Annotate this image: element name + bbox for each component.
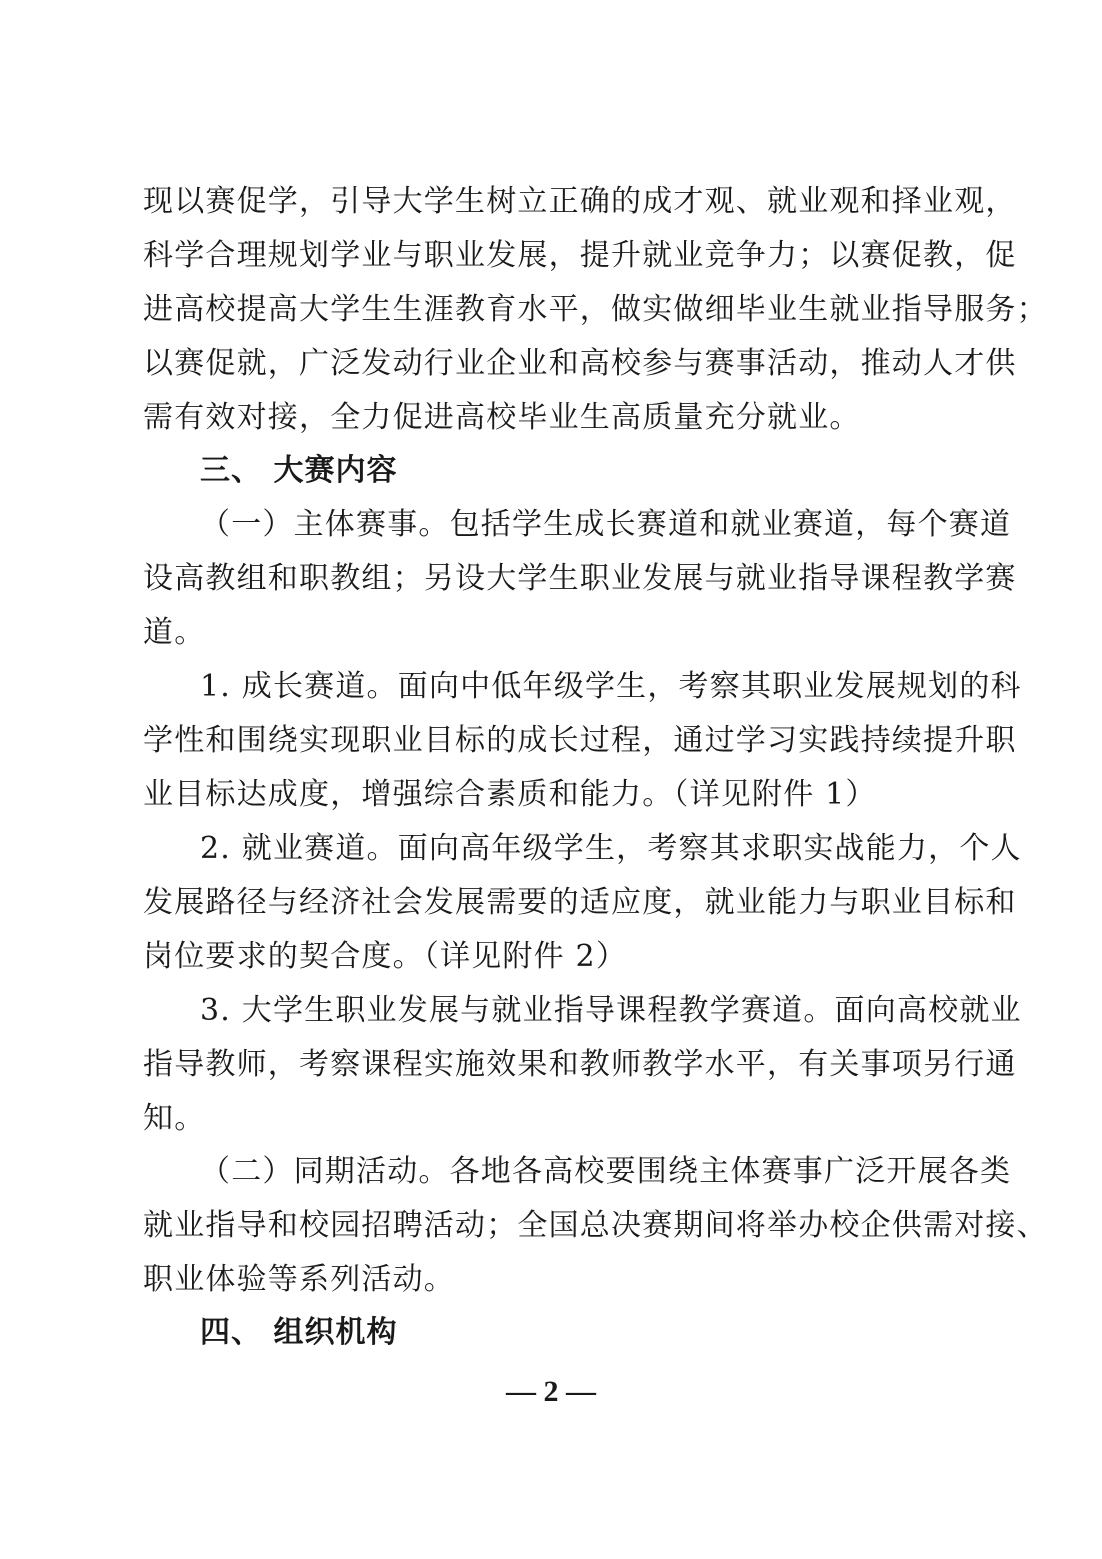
body-text-line: 发展路径与经济社会发展需要的适应度，就业能力与职业目标和 bbox=[143, 885, 1017, 920]
page-number: — 2 — bbox=[506, 1375, 596, 1408]
body-text-line: 3. 大学生职业发展与就业指导课程教学赛道。面向高校就业 bbox=[200, 993, 1022, 1028]
body-text-line: 设高教组和职教组；另设大学生职业发展与就业指导课程教学赛 bbox=[143, 561, 1017, 596]
section-heading: 三、 大赛内容 bbox=[200, 453, 398, 488]
body-text-line: 2. 就业赛道。面向高年级学生，考察其求职实战能力，个人 bbox=[200, 831, 1022, 866]
body-text-line: 学性和围绕实现职业目标的成长过程，通过学习实践持续提升职 bbox=[143, 723, 1017, 758]
body-text-line: 道。 bbox=[143, 615, 206, 650]
body-text-line: （一）主体赛事。包括学生成长赛道和就业赛道，每个赛道 bbox=[200, 507, 1012, 542]
body-text-line: 指导教师，考察课程实施效果和教师教学水平，有关事项另行通 bbox=[143, 1047, 1017, 1082]
body-text-line: 需有效对接，全力促进高校毕业生高质量充分就业。 bbox=[143, 400, 861, 435]
section-heading: 四、 组织机构 bbox=[200, 1315, 398, 1350]
body-text-line: 进高校提高大学生生涯教育水平，做实做细毕业生就业指导服务； bbox=[143, 292, 1048, 327]
body-text-line: 职业体验等系列活动。 bbox=[143, 1262, 455, 1297]
body-text-line: 岗位要求的契合度。（详见附件 2） bbox=[143, 939, 628, 974]
body-text-line: 1. 成长赛道。面向中低年级学生，考察其职业发展规划的科 bbox=[200, 669, 1022, 704]
body-text-line: 以赛促就，广泛发动行业企业和高校参与赛事活动，推动人才供 bbox=[143, 346, 1017, 381]
body-text-line: 现以赛促学，引导大学生树立正确的成才观、就业观和择业观， bbox=[143, 184, 1017, 219]
body-text-line: 就业指导和校园招聘活动；全国总决赛期间将举办校企供需对接、 bbox=[143, 1208, 1048, 1243]
body-text-line: （二）同期活动。各地各高校要围绕主体赛事广泛开展各类 bbox=[200, 1154, 1012, 1189]
body-text-line: 知。 bbox=[143, 1101, 206, 1136]
body-text-line: 科学合理规划学业与职业发展，提升就业竞争力；以赛促教，促 bbox=[143, 238, 1017, 273]
body-text-line: 业目标达成度，增强综合素质和能力。（详见附件 1） bbox=[143, 777, 877, 812]
